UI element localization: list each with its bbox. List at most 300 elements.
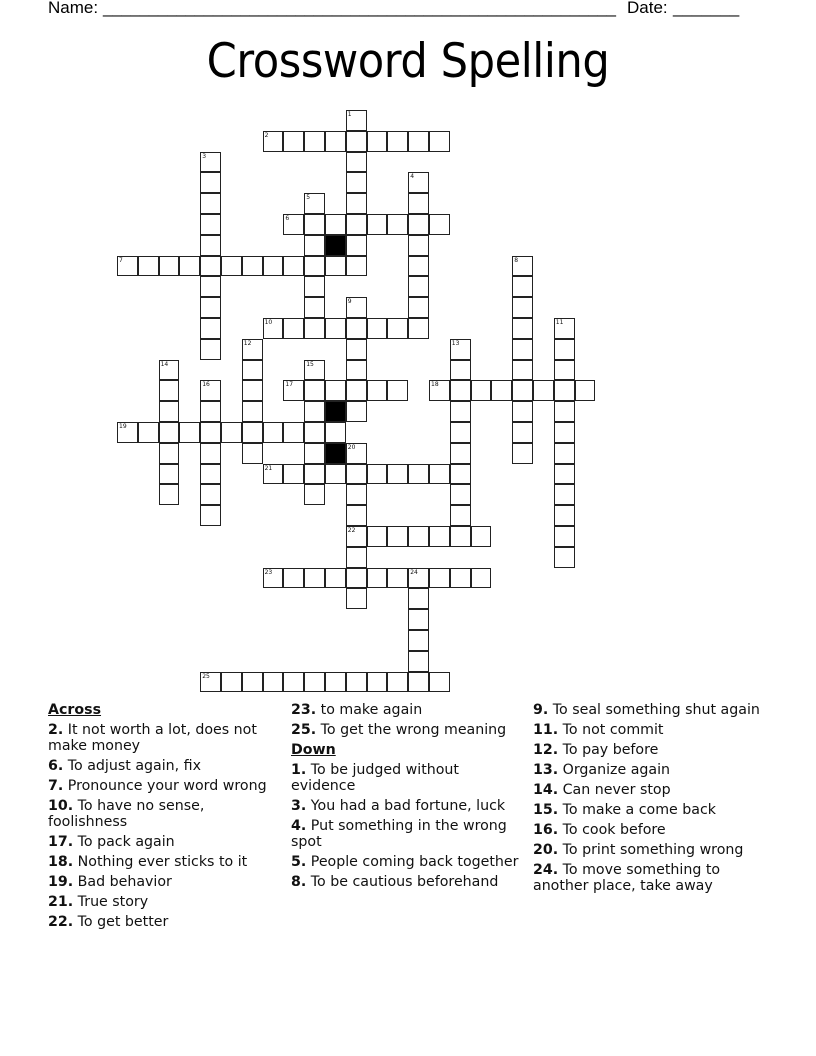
down-clue xyxy=(533,822,765,838)
grid-cell[interactable] xyxy=(200,276,221,297)
grid-cell[interactable] xyxy=(346,297,367,318)
grid-cell[interactable] xyxy=(283,422,304,443)
clue-text: To print something wrong xyxy=(558,842,744,858)
grid-cell[interactable] xyxy=(554,401,575,422)
clue-text: People coming back together xyxy=(306,854,519,870)
grid-cell[interactable] xyxy=(283,464,304,485)
down-clue xyxy=(291,854,523,870)
across-clue xyxy=(48,914,276,930)
clue-text: It not worth a lot, does not make money xyxy=(48,722,257,754)
grid-cell[interactable] xyxy=(346,152,367,173)
grid-cell[interactable] xyxy=(263,672,284,693)
grid-cell[interactable] xyxy=(138,422,159,443)
grid-cell[interactable] xyxy=(283,380,304,401)
grid-cell[interactable] xyxy=(159,484,180,505)
clue-number: 3. xyxy=(291,798,307,814)
grid-cell[interactable] xyxy=(387,464,408,485)
clue-number: 7. xyxy=(48,778,64,794)
down-clue xyxy=(291,762,523,794)
clue-number: 11. xyxy=(533,722,559,738)
date-field[interactable]: _______ xyxy=(673,0,740,17)
clue-number: 25. xyxy=(291,722,317,738)
grid-cell[interactable] xyxy=(554,443,575,464)
grid-cell[interactable] xyxy=(304,484,325,505)
grid-cell[interactable] xyxy=(159,443,180,464)
grid-cell[interactable] xyxy=(346,131,367,152)
cell-number: 4 xyxy=(410,173,415,181)
grid-cell[interactable] xyxy=(242,380,263,401)
clues-column-1 xyxy=(48,702,276,934)
down-clue xyxy=(291,874,523,890)
grid-cell[interactable] xyxy=(221,422,242,443)
across-clue xyxy=(48,874,276,890)
grid-cell[interactable] xyxy=(512,297,533,318)
across-clue xyxy=(48,798,276,830)
across-clue xyxy=(48,834,276,850)
grid-cell[interactable] xyxy=(159,256,180,277)
grid-cell[interactable] xyxy=(429,526,450,547)
clues-column-2 xyxy=(291,702,523,894)
grid-cell[interactable] xyxy=(367,131,388,152)
grid-cell[interactable] xyxy=(408,297,429,318)
across-clue xyxy=(48,722,276,754)
grid-cell[interactable] xyxy=(554,547,575,568)
grid-cell[interactable] xyxy=(221,256,242,277)
grid-cell[interactable] xyxy=(450,443,471,464)
clue-text: Bad behavior xyxy=(73,874,172,890)
grid-cell[interactable] xyxy=(346,547,367,568)
grid-cell[interactable] xyxy=(387,526,408,547)
grid-cell[interactable] xyxy=(408,630,429,651)
grid-cell[interactable] xyxy=(325,256,346,277)
cell-number: 20 xyxy=(347,443,356,451)
cell-number: 24 xyxy=(410,568,418,576)
grid-cell[interactable] xyxy=(325,464,346,485)
grid-cell[interactable] xyxy=(408,172,429,193)
grid-cell[interactable] xyxy=(450,401,471,422)
grid-cell[interactable] xyxy=(200,422,221,443)
cell-number: 3 xyxy=(202,152,207,160)
grid-cell[interactable] xyxy=(346,214,367,235)
grid-cell[interactable] xyxy=(408,672,429,693)
cell-number: 18 xyxy=(431,381,439,389)
grid-cell[interactable] xyxy=(304,318,325,339)
grid-cell[interactable] xyxy=(304,380,325,401)
grid-cell[interactable] xyxy=(325,568,346,589)
across-clue xyxy=(291,722,523,738)
name-label: Name: xyxy=(48,0,99,17)
grid-cell[interactable] xyxy=(346,380,367,401)
clues-column-3 xyxy=(533,702,765,898)
grid-cell[interactable] xyxy=(367,672,388,693)
clue-text: To have no sense, foolishness xyxy=(48,798,205,830)
grid-cell[interactable] xyxy=(325,214,346,235)
grid-cell[interactable] xyxy=(408,276,429,297)
grid-cell[interactable] xyxy=(408,193,429,214)
clue-text: Nothing ever sticks to it xyxy=(73,854,248,870)
grid-cell[interactable] xyxy=(367,568,388,589)
grid-cell[interactable] xyxy=(429,380,450,401)
grid-cell[interactable] xyxy=(512,360,533,381)
grid-cell[interactable] xyxy=(387,568,408,589)
grid-cell[interactable] xyxy=(408,214,429,235)
grid-cell[interactable] xyxy=(263,464,284,485)
clue-number: 22. xyxy=(48,914,74,930)
cell-number: 15 xyxy=(306,360,314,368)
grid-cell[interactable] xyxy=(346,484,367,505)
grid-cell[interactable] xyxy=(387,131,408,152)
grid-cell[interactable] xyxy=(408,318,429,339)
grid-cell[interactable] xyxy=(200,235,221,256)
grid-cell[interactable] xyxy=(429,464,450,485)
grid-cell[interactable] xyxy=(367,526,388,547)
grid-cell[interactable] xyxy=(512,318,533,339)
grid-cell[interactable] xyxy=(200,256,221,277)
across-clue xyxy=(48,758,276,774)
grid-cell[interactable] xyxy=(325,318,346,339)
grid-cell[interactable] xyxy=(346,318,367,339)
down-clue xyxy=(533,782,765,798)
grid-cell[interactable] xyxy=(304,568,325,589)
clue-text: True story xyxy=(73,894,149,910)
grid-cell[interactable] xyxy=(242,422,263,443)
grid-cell[interactable] xyxy=(200,505,221,526)
cell-number: 1 xyxy=(347,111,352,118)
grid-cell[interactable] xyxy=(304,131,325,152)
grid-cell[interactable] xyxy=(304,443,325,464)
clue-text: Can never stop xyxy=(558,782,671,798)
grid-cell[interactable] xyxy=(429,568,450,589)
grid-cell[interactable] xyxy=(429,214,450,235)
grid-cell[interactable] xyxy=(221,672,242,693)
grid-cell[interactable] xyxy=(450,464,471,485)
grid-cell[interactable] xyxy=(408,609,429,630)
grid-cell[interactable] xyxy=(346,339,367,360)
grid-cell[interactable] xyxy=(408,588,429,609)
clue-number: 23. xyxy=(291,702,317,718)
clue-number: 12. xyxy=(533,742,559,758)
grid-cell[interactable] xyxy=(554,505,575,526)
clue-number: 17. xyxy=(48,834,74,850)
clue-text: Organize again xyxy=(558,762,671,778)
clue-number: 21. xyxy=(48,894,74,910)
down-clue xyxy=(533,722,765,738)
grid-cell[interactable] xyxy=(304,672,325,693)
cell-number: 17 xyxy=(285,381,294,389)
grid-cell[interactable] xyxy=(346,464,367,485)
grid-cell[interactable] xyxy=(408,235,429,256)
clue-number: 24. xyxy=(533,862,559,878)
across-clue xyxy=(48,778,276,794)
grid-cell[interactable] xyxy=(367,214,388,235)
grid-cell[interactable] xyxy=(491,380,512,401)
grid-cell[interactable] xyxy=(367,464,388,485)
grid-cell[interactable] xyxy=(346,110,367,131)
clue-text: To pay before xyxy=(558,742,659,758)
cell-number: 23 xyxy=(264,568,273,576)
grid-cell[interactable] xyxy=(283,131,304,152)
grid-cell[interactable] xyxy=(346,235,367,256)
grid-cell[interactable] xyxy=(554,484,575,505)
grid-cell[interactable] xyxy=(117,256,138,277)
grid-cell[interactable] xyxy=(346,526,367,547)
grid-cell[interactable] xyxy=(554,464,575,485)
grid-cell[interactable] xyxy=(283,256,304,277)
grid-cell[interactable] xyxy=(554,318,575,339)
grid-cell[interactable] xyxy=(263,422,284,443)
grid-cell[interactable] xyxy=(346,172,367,193)
grid-cell[interactable] xyxy=(200,484,221,505)
date-label: Date: xyxy=(627,0,668,17)
cell-number: 2 xyxy=(264,131,269,139)
grid-cell[interactable] xyxy=(367,318,388,339)
cell-number: 19 xyxy=(119,423,127,430)
grid-cell[interactable] xyxy=(450,380,471,401)
clue-number: 8. xyxy=(291,874,307,890)
grid-cell[interactable] xyxy=(304,464,325,485)
grid-cell[interactable] xyxy=(512,339,533,360)
grid-cell[interactable] xyxy=(200,152,221,173)
clue-text: To not commit xyxy=(558,722,664,738)
grid-cell[interactable] xyxy=(387,318,408,339)
cell-number: 12 xyxy=(243,339,252,347)
grid-cell[interactable] xyxy=(408,526,429,547)
grid-cell[interactable] xyxy=(512,256,533,277)
grid-cell[interactable] xyxy=(283,568,304,589)
clue-text: To get the wrong meaning xyxy=(316,722,507,738)
grid-cell[interactable] xyxy=(512,422,533,443)
grid-cell[interactable] xyxy=(554,380,575,401)
grid-cell[interactable] xyxy=(346,505,367,526)
clue-number: 2. xyxy=(48,722,64,738)
grid-cell[interactable] xyxy=(346,672,367,693)
grid-cell[interactable] xyxy=(512,443,533,464)
cell-number: 21 xyxy=(264,464,273,472)
cell-number: 22 xyxy=(347,527,356,534)
across-heading: Across xyxy=(48,702,102,718)
grid-cell[interactable] xyxy=(304,193,325,214)
clue-text: To pack again xyxy=(73,834,175,850)
grid-cell[interactable] xyxy=(263,256,284,277)
clue-number: 6. xyxy=(48,758,64,774)
grid-cell[interactable] xyxy=(408,256,429,277)
black-cell xyxy=(325,235,346,256)
down-clue xyxy=(291,798,523,814)
down-clue xyxy=(291,818,523,850)
grid-cell[interactable] xyxy=(263,568,284,589)
clue-number: 20. xyxy=(533,842,559,858)
grid-cell[interactable] xyxy=(512,276,533,297)
cell-number: 14 xyxy=(160,360,169,368)
grid-cell[interactable] xyxy=(429,672,450,693)
black-cell xyxy=(325,443,346,464)
down-clue xyxy=(533,742,765,758)
grid-cell[interactable] xyxy=(200,443,221,464)
grid-cell[interactable] xyxy=(450,568,471,589)
grid-cell[interactable] xyxy=(242,672,263,693)
clue-number: 10. xyxy=(48,798,74,814)
grid-cell[interactable] xyxy=(242,360,263,381)
grid-cell[interactable] xyxy=(512,380,533,401)
grid-cell[interactable] xyxy=(304,297,325,318)
grid-cell[interactable] xyxy=(387,214,408,235)
grid-cell[interactable] xyxy=(200,380,221,401)
grid-cell[interactable] xyxy=(346,588,367,609)
grid-cell[interactable] xyxy=(408,568,429,589)
grid-cell[interactable] xyxy=(450,339,471,360)
down-clue xyxy=(533,842,765,858)
grid-cell[interactable] xyxy=(200,339,221,360)
clue-text: To move something to another place, take away xyxy=(533,862,721,894)
grid-cell[interactable] xyxy=(283,672,304,693)
cell-number: 16 xyxy=(202,381,210,389)
clue-text: Pronounce your word wrong xyxy=(63,778,267,794)
clue-text: To make a come back xyxy=(558,802,717,818)
clue-text: You had a bad fortune, luck xyxy=(306,798,506,814)
grid-cell[interactable] xyxy=(450,526,471,547)
grid-cell[interactable] xyxy=(200,172,221,193)
grid-cell[interactable] xyxy=(554,526,575,547)
grid-cell[interactable] xyxy=(159,401,180,422)
clue-number: 14. xyxy=(533,782,559,798)
clue-text: Put something in the wrong spot xyxy=(291,818,507,850)
grid-cell[interactable] xyxy=(554,339,575,360)
clue-number: 1. xyxy=(291,762,307,778)
clue-number: 5. xyxy=(291,854,307,870)
clue-text: to make again xyxy=(316,702,423,718)
grid-cell[interactable] xyxy=(325,422,346,443)
clue-number: 18. xyxy=(48,854,74,870)
grid-cell[interactable] xyxy=(471,526,492,547)
clue-number: 13. xyxy=(533,762,559,778)
cell-number: 9 xyxy=(347,298,352,306)
grid-cell[interactable] xyxy=(200,297,221,318)
across-clue xyxy=(48,894,276,910)
grid-cell[interactable] xyxy=(367,380,388,401)
grid-cell[interactable] xyxy=(325,131,346,152)
page-title: Crossword Spelling xyxy=(206,34,610,89)
grid-cell[interactable] xyxy=(325,380,346,401)
grid-cell[interactable] xyxy=(283,318,304,339)
grid-cell[interactable] xyxy=(450,505,471,526)
grid-cell[interactable] xyxy=(283,214,304,235)
grid-cell[interactable] xyxy=(304,276,325,297)
down-clue xyxy=(533,862,765,894)
across-clue xyxy=(48,854,276,870)
cell-number: 6 xyxy=(285,215,290,222)
cell-number: 5 xyxy=(306,194,311,202)
grid-cell[interactable] xyxy=(450,484,471,505)
grid-cell[interactable] xyxy=(387,672,408,693)
grid-cell[interactable] xyxy=(242,401,263,422)
grid-cell[interactable] xyxy=(200,214,221,235)
grid-cell[interactable] xyxy=(346,443,367,464)
grid-cell[interactable] xyxy=(159,360,180,381)
grid-cell[interactable] xyxy=(242,339,263,360)
grid-cell[interactable] xyxy=(304,422,325,443)
grid-cell[interactable] xyxy=(200,401,221,422)
grid-cell[interactable] xyxy=(408,651,429,672)
clue-number: 19. xyxy=(48,874,74,890)
cell-number: 7 xyxy=(119,256,123,264)
grid-cell[interactable] xyxy=(179,256,200,277)
cell-number: 13 xyxy=(451,339,460,347)
grid-cell[interactable] xyxy=(117,422,138,443)
cell-number: 10 xyxy=(264,319,273,326)
cell-number: 11 xyxy=(555,319,564,326)
grid-cell[interactable] xyxy=(346,256,367,277)
grid-cell[interactable] xyxy=(387,380,408,401)
grid-cell[interactable] xyxy=(159,464,180,485)
grid-cell[interactable] xyxy=(263,131,284,152)
grid-cell[interactable] xyxy=(450,360,471,381)
grid-cell[interactable] xyxy=(242,256,263,277)
grid-cell[interactable] xyxy=(512,401,533,422)
grid-cell[interactable] xyxy=(575,380,596,401)
grid-cell[interactable] xyxy=(408,464,429,485)
cell-number: 25 xyxy=(202,672,210,680)
grid-cell[interactable] xyxy=(159,422,180,443)
grid-cell[interactable] xyxy=(304,401,325,422)
grid-cell[interactable] xyxy=(304,214,325,235)
grid-cell[interactable] xyxy=(346,193,367,214)
grid-cell[interactable] xyxy=(200,318,221,339)
grid-cell[interactable] xyxy=(554,360,575,381)
clue-number: 15. xyxy=(533,802,559,818)
grid-cell[interactable] xyxy=(429,131,450,152)
down-clue xyxy=(533,762,765,778)
grid-cell[interactable] xyxy=(471,568,492,589)
clue-text: To adjust again, fix xyxy=(63,758,201,774)
grid-cell[interactable] xyxy=(200,672,221,693)
down-heading: Down xyxy=(291,742,336,758)
grid-cell[interactable] xyxy=(450,422,471,443)
grid-cell[interactable] xyxy=(304,256,325,277)
clue-text: To be judged without evidence xyxy=(291,762,459,794)
grid-cell[interactable] xyxy=(200,193,221,214)
name-field[interactable]: ________________________________________________________ xyxy=(103,0,616,17)
grid-cell[interactable] xyxy=(159,380,180,401)
across-clue xyxy=(291,702,523,718)
clue-text: To cook before xyxy=(558,822,666,838)
cell-number: 8 xyxy=(514,256,519,264)
grid-cell[interactable] xyxy=(346,568,367,589)
clue-text: To seal something shut again xyxy=(548,702,760,718)
down-clue xyxy=(533,702,765,718)
grid-cell[interactable] xyxy=(325,672,346,693)
grid-cell[interactable] xyxy=(304,360,325,381)
grid-cell[interactable] xyxy=(138,256,159,277)
grid-cell[interactable] xyxy=(179,422,200,443)
grid-cell[interactable] xyxy=(346,360,367,381)
grid-cell[interactable] xyxy=(471,380,492,401)
clue-text: To be cautious beforehand xyxy=(306,874,499,890)
clue-number: 4. xyxy=(291,818,307,834)
grid-cell[interactable] xyxy=(408,131,429,152)
clue-number: 16. xyxy=(533,822,559,838)
down-clue xyxy=(533,802,765,818)
grid-cell[interactable] xyxy=(554,422,575,443)
clue-text: To get better xyxy=(73,914,169,930)
grid-cell[interactable] xyxy=(200,464,221,485)
grid-cell[interactable] xyxy=(346,401,367,422)
clue-number: 9. xyxy=(533,702,549,718)
grid-cell[interactable] xyxy=(533,380,554,401)
black-cell xyxy=(325,401,346,422)
grid-cell[interactable] xyxy=(242,443,263,464)
grid-cell[interactable] xyxy=(263,318,284,339)
grid-cell[interactable] xyxy=(304,235,325,256)
